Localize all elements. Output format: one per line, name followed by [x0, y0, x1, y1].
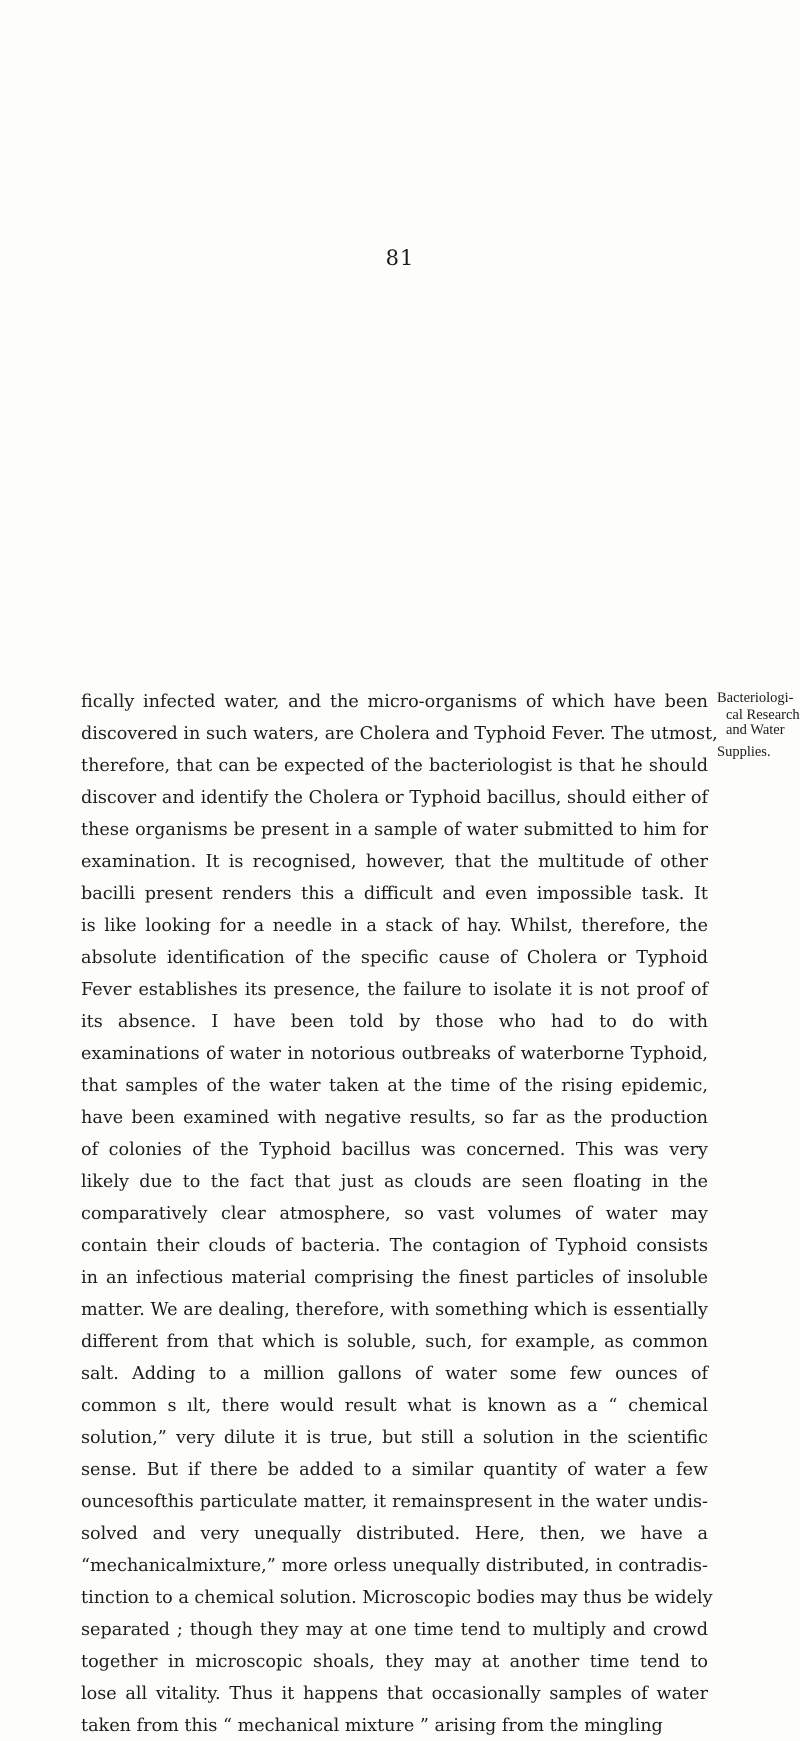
- text-line: different from that which is soluble, such, for example, as common: [81, 1332, 708, 1352]
- text-line: comparatively clear atmosphere, so vast volumes of water may: [81, 1204, 708, 1224]
- text-line: “mechanicalmixture,” more orless unequally distributed, in contradis-: [81, 1556, 708, 1576]
- margin-note-line: Bacteriologi-: [717, 690, 794, 706]
- text-line: its absence. I have been told by those who had to do with: [81, 1012, 708, 1032]
- text-line: sense. But if there be added to a similar quantity of water a few: [81, 1460, 708, 1480]
- text-line: have been examined with negative results, so far as the production: [81, 1108, 708, 1128]
- margin-note-line: cal Research: [726, 707, 800, 723]
- text-line: tinction to a chemical solution. Microscopic bodies may thus be widely: [81, 1588, 713, 1608]
- text-line: is like looking for a needle in a stack of hay. Whilst, therefore, the: [81, 916, 708, 936]
- text-line: these organisms be present in a sample of water submitted to him for: [81, 820, 708, 840]
- text-line: Fever establishes its presence, the failure to isolate it is not proof of: [81, 980, 708, 1000]
- text-line: examinations of water in notorious outbreaks of waterborne Typhoid,: [81, 1044, 708, 1064]
- margin-note-line: and Water: [726, 722, 785, 738]
- text-line: salt. Adding to a million gallons of water some few ounces of: [81, 1364, 708, 1384]
- page-number: 81: [385, 246, 415, 270]
- text-line: that samples of the water taken at the time of the rising epidemic,: [81, 1076, 708, 1096]
- text-line: therefore, that can be expected of the bacteriologist is that he should: [81, 756, 708, 776]
- text-line: likely due to the fact that just as clouds are seen floating in the: [81, 1172, 708, 1192]
- text-line: bacilli present renders this a difficult and even impossible task. It: [81, 884, 708, 904]
- text-line: of colonies of the Typhoid bacillus was concerned. This was very: [81, 1140, 708, 1160]
- text-line: solution,” very dilute it is true, but still a solution in the scientific: [81, 1428, 708, 1448]
- text-line: discover and identify the Cholera or Typhoid bacillus, should either of: [81, 788, 708, 808]
- text-line: solved and very unequally distributed. Here, then, we have a: [81, 1524, 708, 1544]
- text-line: examination. It is recognised, however, that the multitude of other: [81, 852, 708, 872]
- text-line: contain their clouds of bacteria. The contagion of Typhoid consists: [81, 1236, 708, 1256]
- text-line: taken from this “ mechanical mixture ” arising from the mingling: [81, 1716, 663, 1736]
- text-line: lose all vitality. Thus it happens that occasionally samples of water: [81, 1684, 708, 1704]
- text-line: matter. We are dealing, therefore, with something which is essentially: [81, 1300, 708, 1320]
- text-line: ouncesofthis particulate matter, it remainspresent in the water undis-: [81, 1492, 708, 1512]
- text-line: absolute identification of the specific cause of Cholera or Typhoid: [81, 948, 708, 968]
- margin-note-line: Supplies.: [717, 744, 771, 760]
- text-line: together in microscopic shoals, they may at another time tend to: [81, 1652, 708, 1672]
- text-line: discovered in such waters, are Cholera and Typhoid Fever. The utmost,: [81, 724, 718, 744]
- text-line: in an infectious material comprising the finest particles of insoluble: [81, 1268, 708, 1288]
- text-line: fically infected water, and the micro-organisms of which have been: [81, 692, 708, 712]
- text-line: separated ; though they may at one time tend to multiply and crowd: [81, 1620, 708, 1640]
- text-line: common s ılt, there would result what is known as a “ chemical: [81, 1396, 708, 1416]
